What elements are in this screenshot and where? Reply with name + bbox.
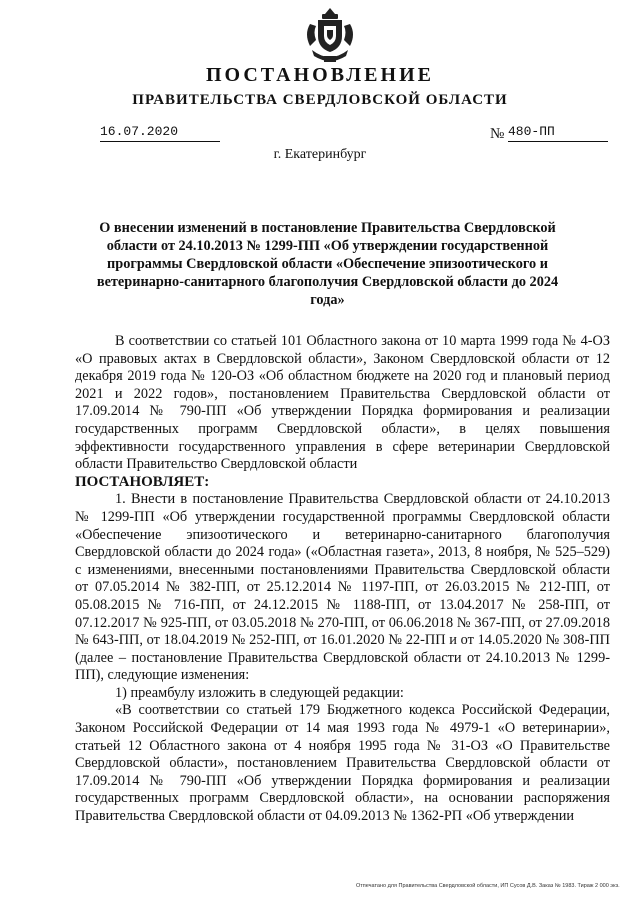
paragraph-quote: «В соответствии со статьей 179 Бюджетного кодекса Российской Федерации, Законом Российской Федерации от 14 мая 1993 года № 4979-1 «О ветеринарии», статьей 12 Областного закона от 4 ноября 1995 года № 31-ОЗ «О Правительстве Свердловской области», постановлением Правительства Свердловской области от 17.09.2014 № 790-ПП «Об утверждении Порядка формирования и реализации государственных программ Свердловской области», на основании распоряжения Правительства Свердловской области от 04.09.2013 № 1362-РП «Об утверждении [75, 702, 610, 825]
coat-of-arms-emblem [300, 6, 360, 66]
paragraph-preamble: В соответствии со статьей 101 Областного закона от 10 марта 1999 года № 4-ОЗ «О правовых актах в Свердловской области», Законом Свердловской области от 12 декабря 2019 года № 120-ОЗ «Об областном бюджете на 2020 год и плановый период 2021 и 2022 годов», постановлением Правительства Свердловской области от 17.09.2014 № 790-ПП «Об утверждении Порядка формирования и реализации государственных программ Свердловской области», в целях повышения эффективности государственного управления в сфере ветеринарии Свердловской области Правительство Свердловской области [75, 333, 610, 473]
paragraph-item-1: 1. Внести в постановление Правительства Свердловской области от 24.10.2013 № 1299-ПП «Об утверждении государственной программы Свердловской области «Обеспечение эпизоотического и ветеринарно-санитарного благополучия Свердловской области до 2024 года» («Областная газета», 2013, 8 ноября, № 525–529) с изменениями, внесенными постановлениями Правительства Свердловской области от 07.05.2014 № 382-ПП, от 25.12.2014 № 1197-ПП, от 26.03.2015 № 212-ПП, от 05.08.2015 № 716-ПП, от 24.12.2015 № 1188-ПП, от 13.04.2017 № 258-ПП, от 07.12.2017 № 925-ПП, от 03.05.2018 № 270-ПП, от 06.06.2018 № 367-ПП, от 27.09.2018 № 643-ПП, от 18.04.2019 № 252-ПП, от 16.01.2020 № 22-ПП и от 14.05.2020 № 308-ПП (далее – постановление Правительства Свердловской области от 24.10.2013 № 1299-ПП), следующие изменения: [75, 491, 610, 684]
document-body [75, 333, 610, 826]
document-date: 16.07.2020 [100, 124, 220, 142]
number-label: № [490, 126, 505, 142]
document-subtitle: ПРАВИТЕЛЬСТВА СВЕРДЛОВСКОЙ ОБЛАСТИ [132, 92, 508, 108]
city: г. Екатеринбург [273, 147, 367, 162]
document-number: 480-ПП [508, 124, 608, 142]
paragraph-subitem-1: 1) преамбулу изложить в следующей редакции: [115, 684, 404, 701]
decree-word: ПОСТАНОВЛЯЕТ: [75, 473, 210, 490]
print-footer: Отпечатано для Правительства Свердловской области, ИП Сусов Д.В. Заказ № 1983. Тираж 2 000 экз. [356, 883, 620, 889]
document-heading: О внесении изменений в постановление Правительства Свердловской области от 24.10.2013 № 1299-ПП «Об утверждении государственной программы Свердловской области «Обеспечение эпизоотического и ветеринарно-санитарного благополучия Свердловской области до 2024 года» [96, 220, 559, 308]
document-title: ПОСТАНОВЛЕНИЕ [206, 64, 434, 86]
